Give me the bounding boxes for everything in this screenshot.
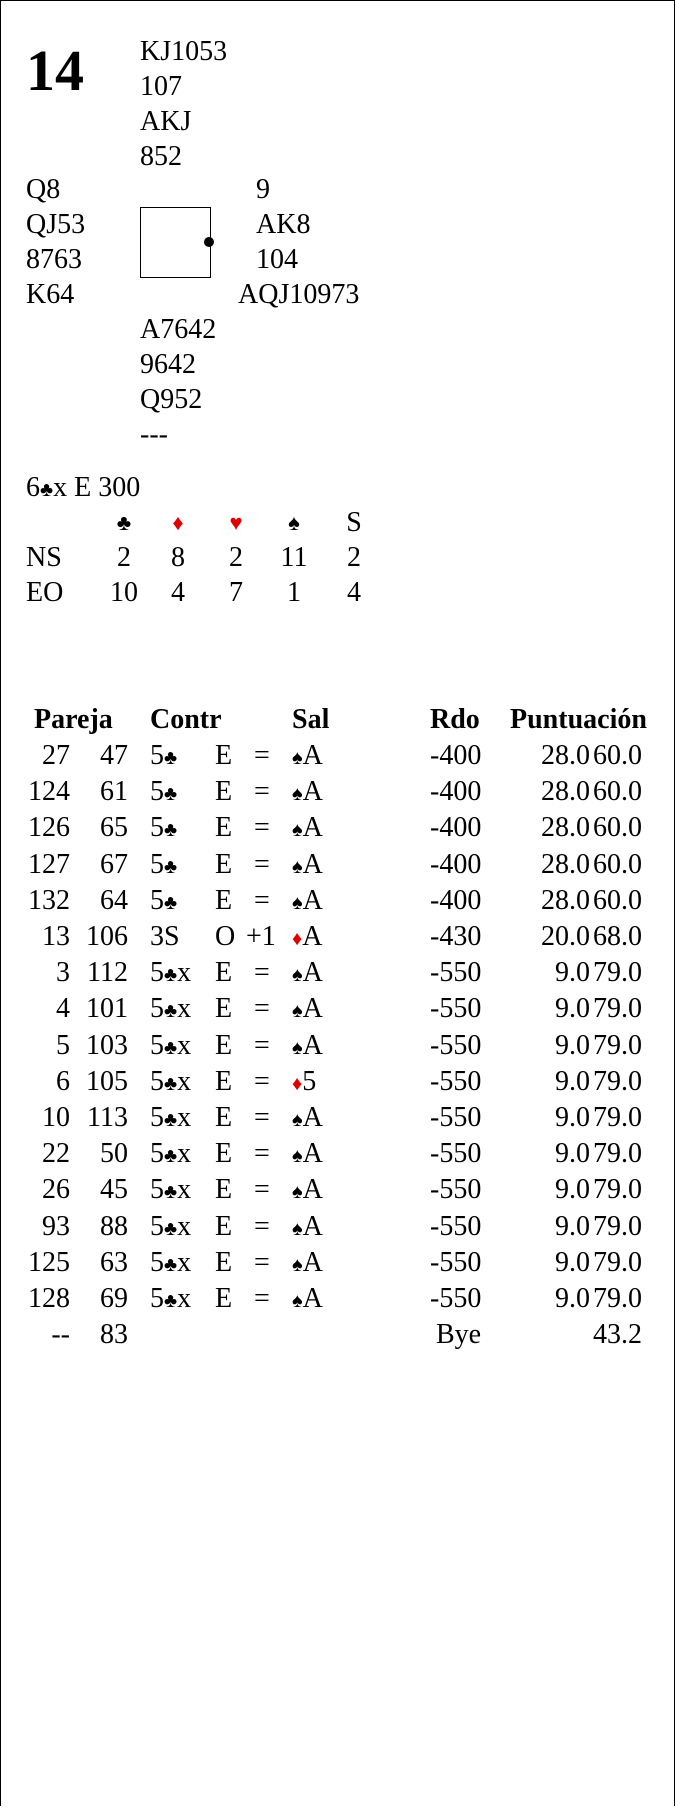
- west-spades: Q8: [26, 174, 61, 205]
- points-eo: 79.0: [593, 1246, 642, 1278]
- declarer: E: [215, 1065, 233, 1097]
- score-result: -550: [430, 1210, 482, 1242]
- pair-ns: 6: [56, 1065, 70, 1097]
- pair-eo: 69: [100, 1283, 128, 1314]
- opening-lead: [292, 1064, 316, 1102]
- points-ns: 9.0: [555, 1138, 590, 1170]
- spade-icon: ♠: [292, 1290, 303, 1312]
- lead-card: A: [302, 1246, 323, 1278]
- north-diamonds: AKJ: [140, 106, 192, 137]
- declarer: E: [215, 1174, 233, 1206]
- doubled-marker: x: [177, 957, 192, 989]
- contract: [150, 1245, 191, 1283]
- opening-lead: [292, 1172, 323, 1210]
- south-spades: A7642: [140, 314, 217, 345]
- tricks-header-1: ♦: [172, 510, 184, 535]
- points-ns: 28.0: [541, 884, 590, 916]
- pair-eo: 112: [87, 957, 128, 989]
- contract: [150, 955, 191, 993]
- contract-level: 5: [150, 993, 164, 1025]
- bye-eo: 83: [100, 1319, 128, 1351]
- lead-card: A: [302, 1138, 323, 1170]
- tricks-side-ns: NS: [26, 542, 62, 573]
- contract: [150, 774, 177, 812]
- north-hand: [140, 34, 227, 174]
- pair-ns: 13: [42, 921, 70, 952]
- lead-card: A: [302, 884, 323, 916]
- contract-level: 5: [150, 957, 164, 989]
- west-hand: [26, 172, 85, 312]
- contract-level: 5: [150, 740, 164, 771]
- pair-eo: 45: [100, 1174, 128, 1206]
- points-eo: 60.0: [593, 812, 642, 844]
- bye-ns: --: [51, 1319, 70, 1351]
- lead-card: A: [302, 1283, 323, 1314]
- par-contract: [26, 470, 140, 508]
- points-eo: 79.0: [593, 1029, 642, 1061]
- points-ns: 9.0: [555, 957, 590, 989]
- contract: [150, 1209, 191, 1247]
- header-pareja: Pareja: [34, 704, 113, 735]
- declarer: E: [215, 1246, 233, 1278]
- club-icon: ♣: [164, 1072, 178, 1095]
- points-eo: 79.0: [593, 1283, 642, 1314]
- points-ns: 9.0: [555, 1029, 590, 1061]
- points-eo: 79.0: [593, 957, 642, 989]
- tricks-value: 2: [117, 542, 131, 573]
- board-number: 14: [26, 38, 84, 103]
- tricks-value: 1: [287, 577, 301, 608]
- contract-level: 5: [150, 1065, 164, 1097]
- pair-ns: 124: [28, 776, 70, 808]
- lead-card: A: [302, 1029, 323, 1061]
- club-icon: ♣: [164, 855, 178, 878]
- tricks-value: 4: [347, 577, 361, 608]
- pair-ns: 22: [42, 1138, 70, 1170]
- tricks-value: 8: [171, 542, 185, 573]
- tricks-value: 2: [229, 542, 243, 573]
- tricks-header-2: ♥: [229, 510, 243, 535]
- west-clubs: K64: [26, 279, 75, 310]
- score-result: -400: [430, 812, 482, 844]
- score-result: -400: [430, 776, 482, 808]
- points-ns: 9.0: [555, 1102, 590, 1133]
- south-hearts: 9642: [140, 349, 196, 380]
- club-icon: ♣: [164, 891, 178, 914]
- score-result: -550: [430, 1102, 482, 1133]
- lead-card: A: [302, 1210, 323, 1242]
- header-puntuacion: Puntuación: [510, 704, 647, 735]
- contract: [150, 1172, 191, 1210]
- tricks-side-eo: EO: [26, 577, 64, 608]
- contract: [150, 810, 177, 848]
- opening-lead: [292, 1028, 323, 1066]
- opening-lead: [292, 1100, 323, 1138]
- score-result: -550: [430, 1174, 482, 1206]
- contract-level: 5: [150, 1283, 164, 1314]
- declarer: E: [215, 1210, 233, 1242]
- par-level: 6: [26, 472, 40, 503]
- pair-ns: 128: [28, 1283, 70, 1314]
- club-icon: ♣: [164, 747, 178, 769]
- contract-level: 5: [150, 1029, 164, 1061]
- north-spades: KJ1053: [140, 36, 228, 67]
- pair-eo: 88: [100, 1210, 128, 1242]
- pair-eo: 63: [100, 1246, 128, 1278]
- score-result: -550: [430, 1065, 482, 1097]
- points-eo: 60.0: [593, 848, 642, 880]
- pair-eo: 103: [86, 1029, 128, 1061]
- result: =: [254, 1283, 270, 1314]
- club-icon: ♣: [164, 783, 178, 806]
- north-clubs: 852: [140, 141, 182, 172]
- club-icon: ♣: [164, 1145, 178, 1168]
- points-ns: 9.0: [555, 993, 590, 1025]
- doubled-marker: x: [177, 993, 192, 1025]
- opening-lead: [292, 883, 323, 921]
- points-ns: 9.0: [555, 1210, 590, 1242]
- club-icon: ♣: [164, 819, 178, 842]
- opening-lead: [292, 1281, 323, 1319]
- result: =: [254, 884, 270, 916]
- spade-icon: ♠: [292, 1145, 303, 1168]
- points-ns: 9.0: [555, 1174, 590, 1206]
- contract-level: 5: [150, 776, 164, 808]
- club-icon: ♣: [164, 1181, 178, 1204]
- spade-icon: ♠: [292, 1109, 303, 1131]
- points-ns: 9.0: [555, 1065, 590, 1097]
- points-ns: 9.0: [555, 1246, 590, 1278]
- contract: [150, 1028, 191, 1066]
- club-icon: ♣: [164, 1109, 178, 1131]
- result: =: [254, 740, 270, 771]
- pair-ns: 5: [56, 1029, 70, 1061]
- lead-card: A: [302, 1174, 323, 1206]
- result: =: [254, 1210, 270, 1242]
- pair-ns: 126: [28, 812, 70, 844]
- points-eo: 79.0: [593, 1210, 642, 1242]
- club-icon: ♣: [164, 1036, 178, 1059]
- east-hearts: AK8: [256, 209, 311, 240]
- east-clubs: AQJ10973: [238, 279, 360, 310]
- spade-icon: ♠: [292, 964, 303, 987]
- tricks-header-3: ♠: [288, 510, 300, 535]
- north-hearts: 107: [140, 71, 182, 102]
- lead-card: A: [302, 993, 323, 1025]
- lead-card: 5: [302, 1065, 317, 1097]
- contract: [150, 883, 177, 921]
- lead-card: A: [302, 1102, 323, 1133]
- score-result: -400: [430, 884, 482, 916]
- pair-eo: 64: [100, 884, 128, 916]
- result: =: [254, 1065, 270, 1097]
- score-result: -430: [430, 921, 482, 952]
- south-clubs: ---: [140, 419, 168, 450]
- opening-lead: [292, 847, 323, 885]
- doubled-marker: x: [177, 1174, 192, 1206]
- lead-card: A: [302, 921, 323, 952]
- points-eo: 60.0: [593, 740, 642, 771]
- points-eo: 79.0: [593, 1102, 642, 1133]
- spade-icon: ♠: [292, 1000, 303, 1023]
- declarer: E: [215, 1029, 233, 1061]
- opening-lead: [292, 991, 323, 1029]
- opening-lead: [292, 955, 323, 993]
- club-icon: ♣: [164, 1000, 178, 1023]
- tricks-header-4: S: [346, 507, 362, 538]
- club-icon: ♣: [164, 1290, 178, 1312]
- pair-eo: 101: [86, 993, 128, 1025]
- east-hand: [238, 172, 360, 312]
- spade-icon: ♠: [292, 1036, 303, 1059]
- points-eo: 79.0: [593, 1174, 642, 1206]
- doubled-marker: x: [177, 1065, 192, 1097]
- result: =: [254, 1174, 270, 1206]
- contract-level: 5: [150, 1246, 164, 1278]
- contract-level: 3S: [150, 921, 180, 952]
- pair-ns: 132: [28, 884, 70, 916]
- south-hand: [140, 312, 216, 452]
- opening-lead: [292, 810, 323, 848]
- compass-box: [140, 207, 211, 278]
- points-eo: 79.0: [593, 993, 642, 1025]
- declarer: E: [215, 993, 233, 1025]
- pair-eo: 67: [100, 848, 128, 880]
- doubled-marker: x: [177, 1283, 192, 1314]
- contract-level: 5: [150, 1174, 164, 1206]
- declarer: E: [215, 884, 233, 916]
- spade-icon: ♠: [292, 1217, 303, 1240]
- declarer: E: [215, 1138, 233, 1170]
- tricks-header-0: ♣: [116, 510, 132, 535]
- score-result: -550: [430, 993, 482, 1025]
- tricks-value: 2: [347, 542, 361, 573]
- pair-eo: 105: [86, 1065, 128, 1097]
- contract: [150, 738, 177, 776]
- club-icon: ♣: [164, 1253, 178, 1276]
- points-eo: 79.0: [593, 1138, 642, 1170]
- pair-ns: 10: [42, 1102, 70, 1133]
- contract: [150, 1064, 191, 1102]
- result: =: [254, 848, 270, 880]
- points-ns: 28.0: [541, 740, 590, 771]
- contract-level: 5: [150, 1138, 164, 1170]
- tricks-value: 10: [110, 577, 138, 608]
- contract-level: 5: [150, 848, 164, 880]
- lead-card: A: [302, 848, 323, 880]
- score-result: -550: [430, 1138, 482, 1170]
- opening-lead: [292, 774, 323, 812]
- west-diamonds: 8763: [26, 244, 82, 275]
- contract: [150, 1100, 191, 1138]
- pair-eo: 61: [100, 776, 128, 808]
- points-ns: 28.0: [541, 812, 590, 844]
- contract: [150, 1136, 191, 1174]
- club-icon: ♣: [164, 1217, 178, 1240]
- pair-ns: 125: [28, 1246, 70, 1278]
- result: =: [254, 776, 270, 808]
- opening-lead: [292, 1245, 323, 1283]
- declarer: O: [215, 921, 236, 952]
- diamond-icon: ♦: [292, 1072, 303, 1095]
- points-ns: 9.0: [555, 1283, 590, 1314]
- doubled-marker: x: [177, 1102, 192, 1133]
- result: =: [254, 993, 270, 1025]
- pair-ns: 93: [42, 1210, 70, 1242]
- opening-lead: [292, 1136, 323, 1174]
- spade-icon: ♠: [292, 1253, 303, 1276]
- contract-level: 5: [150, 1210, 164, 1242]
- doubled-marker: x: [177, 1029, 192, 1061]
- result: =: [254, 1138, 270, 1170]
- spade-icon: ♠: [292, 783, 303, 806]
- pair-eo: 65: [100, 812, 128, 844]
- bye-score: 43.2: [593, 1319, 642, 1351]
- spade-icon: ♠: [292, 819, 303, 842]
- spade-icon: ♠: [292, 891, 303, 914]
- points-eo: 68.0: [593, 921, 642, 952]
- declarer: E: [215, 812, 233, 844]
- result: =: [254, 1102, 270, 1133]
- par-detail: x E 300: [53, 472, 141, 503]
- result: =: [254, 812, 270, 844]
- score-result: -550: [430, 957, 482, 989]
- score-result: -550: [430, 1246, 482, 1278]
- pair-eo: 106: [86, 921, 128, 952]
- opening-lead: [292, 738, 323, 776]
- pair-ns: 27: [42, 740, 70, 771]
- declarer: E: [215, 740, 233, 771]
- points-ns: 28.0: [541, 848, 590, 880]
- result: =: [254, 1246, 270, 1278]
- result: =: [254, 1029, 270, 1061]
- tricks-value: 11: [280, 542, 308, 573]
- score-result: -400: [430, 740, 482, 771]
- points-eo: 60.0: [593, 776, 642, 808]
- spade-icon: ♠: [292, 1181, 303, 1204]
- score-result: -550: [430, 1283, 482, 1314]
- contract-level: 5: [150, 812, 164, 844]
- score-result: -550: [430, 1029, 482, 1061]
- doubled-marker: x: [177, 1246, 192, 1278]
- contract: [150, 1281, 191, 1319]
- lead-card: A: [302, 740, 323, 771]
- tricks-value: 7: [229, 577, 243, 608]
- diamond-icon: ♦: [292, 928, 303, 950]
- doubled-marker: x: [177, 1210, 192, 1242]
- lead-card: A: [302, 957, 323, 989]
- pair-eo: 50: [100, 1138, 128, 1170]
- club-icon: ♣: [164, 964, 178, 987]
- dealer-marker: [204, 237, 214, 247]
- south-diamonds: Q952: [140, 384, 203, 415]
- contract: [150, 991, 191, 1029]
- declarer: E: [215, 1283, 233, 1314]
- contract-level: 5: [150, 884, 164, 916]
- declarer: E: [215, 1102, 233, 1133]
- points-eo: 79.0: [593, 1065, 642, 1097]
- west-hearts: QJ53: [26, 209, 86, 240]
- doubled-marker: x: [177, 1138, 192, 1170]
- opening-lead: [292, 1209, 323, 1247]
- points-ns: 20.0: [541, 921, 590, 952]
- pair-ns: 4: [56, 993, 70, 1025]
- contract: [150, 847, 177, 885]
- contract: [150, 919, 180, 954]
- spade-icon: ♠: [292, 855, 303, 878]
- east-diamonds: 104: [256, 244, 298, 275]
- pair-ns: 3: [56, 957, 70, 989]
- score-result: -400: [430, 848, 482, 880]
- bye-label: Bye: [436, 1319, 482, 1351]
- result: +1: [246, 921, 276, 952]
- pair-ns: 127: [28, 848, 70, 880]
- result: =: [254, 957, 270, 989]
- declarer: E: [215, 848, 233, 880]
- contract-level: 5: [150, 1102, 164, 1133]
- header-sal: Sal: [292, 704, 330, 735]
- points-ns: 28.0: [541, 776, 590, 808]
- tricks-value: 4: [171, 577, 185, 608]
- opening-lead: [292, 919, 322, 957]
- header-rdo: Rdo: [430, 704, 480, 735]
- declarer: E: [215, 776, 233, 808]
- club-icon: ♣: [40, 479, 54, 501]
- pair-eo: 113: [87, 1102, 128, 1133]
- lead-card: A: [302, 776, 323, 808]
- lead-card: A: [302, 812, 323, 844]
- points-eo: 60.0: [593, 884, 642, 916]
- spade-icon: ♠: [292, 747, 303, 769]
- pair-eo: 47: [100, 740, 128, 771]
- pair-ns: 26: [42, 1174, 70, 1206]
- declarer: E: [215, 957, 233, 989]
- east-spades: 9: [256, 174, 270, 205]
- header-contr: Contr: [150, 704, 222, 735]
